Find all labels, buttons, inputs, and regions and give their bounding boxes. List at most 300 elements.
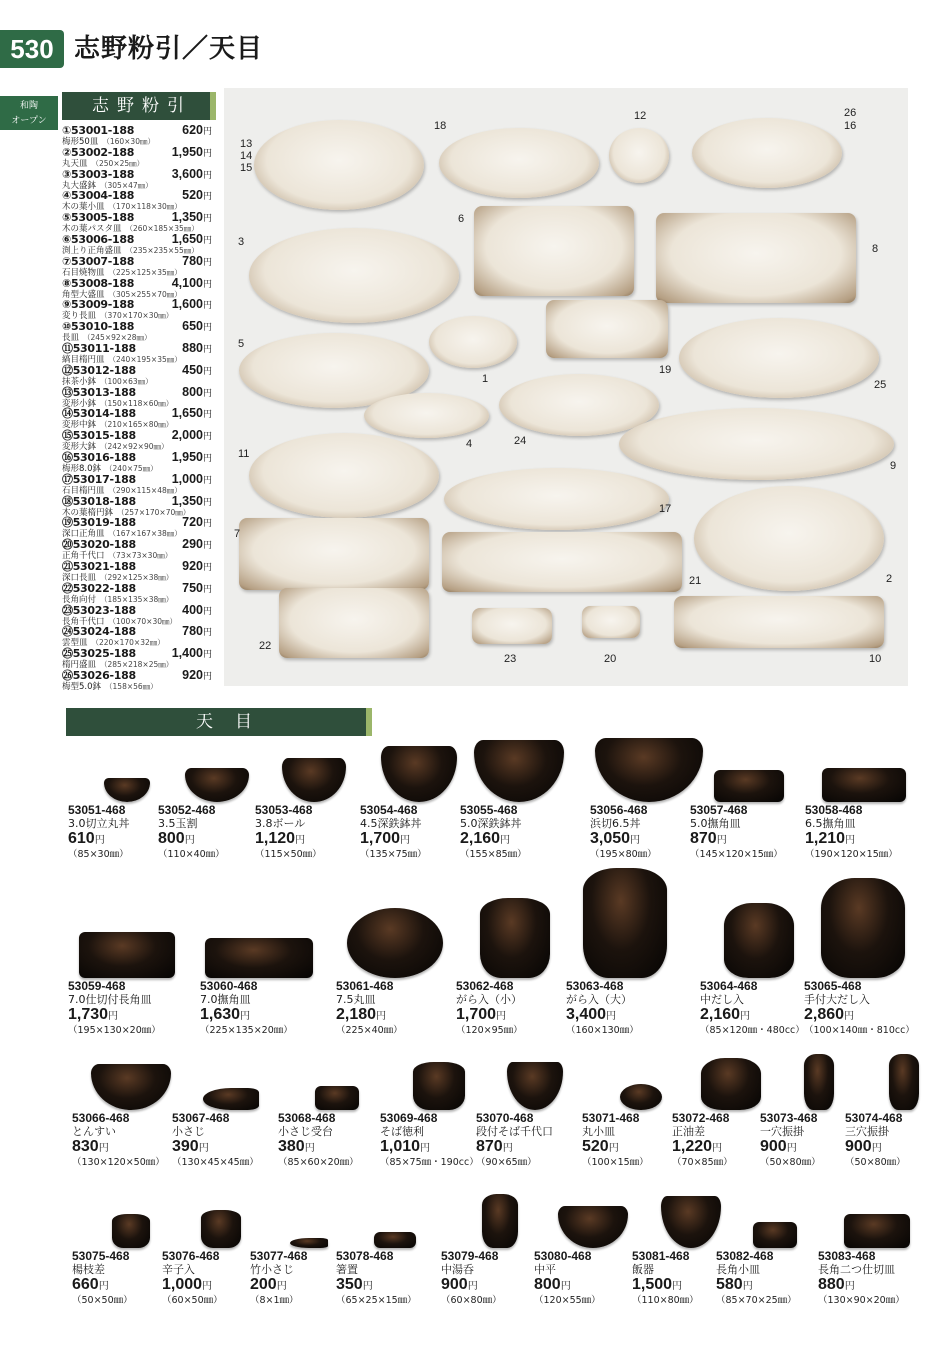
product-size: （160×130㎜） xyxy=(566,1025,639,1036)
product-card xyxy=(700,898,818,1036)
shino-list-item xyxy=(62,233,212,255)
product-photo xyxy=(278,1040,396,1110)
yen-unit: 円 xyxy=(202,431,212,442)
photo-number-label: 5 xyxy=(238,338,245,350)
shino-item-detail xyxy=(62,290,212,299)
yen-unit: 円 xyxy=(740,1011,751,1022)
yen-unit: 円 xyxy=(376,1011,387,1022)
shino-list-item xyxy=(62,320,212,342)
shino-list-item xyxy=(62,124,212,146)
product-size: （73×73×30㎜） xyxy=(108,551,173,560)
product-size: （158×56㎜） xyxy=(105,681,158,691)
product-card xyxy=(690,732,808,860)
product-name: 5.0撫角皿 xyxy=(690,817,741,830)
shino-item-detail xyxy=(62,551,212,560)
product-photo xyxy=(68,898,186,978)
tenmoku-ware xyxy=(374,1232,416,1248)
yen-unit: 円 xyxy=(672,1281,683,1292)
shino-item-header xyxy=(62,669,212,682)
yen-unit: 円 xyxy=(202,387,212,398)
product-name: 7.5丸皿 xyxy=(336,993,376,1006)
shino-item-detail xyxy=(62,333,212,342)
shino-dish xyxy=(442,532,682,592)
photo-number-label: 19 xyxy=(659,364,672,376)
product-price: 1,600円 xyxy=(171,298,212,312)
product-code: 53065-468 xyxy=(804,979,862,993)
product-code: 53062-468 xyxy=(456,979,514,993)
product-name: 中だし入 xyxy=(700,993,744,1006)
product-code: 53066-468 xyxy=(72,1111,130,1125)
product-price: 520円 xyxy=(182,189,212,203)
yen-unit: 円 xyxy=(467,1281,478,1292)
shino-item-header xyxy=(62,211,212,224)
product-price: 3,600円 xyxy=(171,167,212,181)
yen-unit: 円 xyxy=(202,147,212,158)
product-code: 53072-468 xyxy=(672,1111,730,1125)
product-price: 1,650円 xyxy=(171,407,212,421)
product-price: 1,210円 xyxy=(805,830,856,847)
product-name: 4.5深鉄鉢丼 xyxy=(360,817,422,830)
product-code: 53079-468 xyxy=(441,1249,499,1263)
tenmoku-ware xyxy=(201,1210,241,1248)
product-name: 長角小皿 xyxy=(716,1263,760,1276)
product-code: 53052-468 xyxy=(158,803,216,817)
product-price: 1,120円 xyxy=(255,830,306,847)
product-name: 梅型5.0鉢 xyxy=(62,681,102,691)
product-size: （65×25×15㎜） xyxy=(336,1295,417,1306)
photo-number-label: 13 xyxy=(240,138,253,150)
photo-number-label: 15 xyxy=(240,162,253,174)
product-name: 三穴振掛 xyxy=(845,1125,889,1138)
yen-unit: 円 xyxy=(276,1281,287,1292)
yen-unit: 円 xyxy=(742,1281,753,1292)
product-photo xyxy=(456,898,574,978)
product-size: （100×63㎜） xyxy=(100,376,153,386)
product-card xyxy=(804,898,922,1036)
category-tag-line2: オープン xyxy=(11,116,47,126)
product-price: 800円 xyxy=(158,830,195,847)
yen-unit: 円 xyxy=(400,835,411,846)
product-photo xyxy=(336,898,454,978)
product-size: （290×115×48㎜） xyxy=(108,485,182,495)
product-size: （60×80㎜） xyxy=(441,1295,502,1306)
tenmoku-ware xyxy=(315,1086,359,1110)
product-price: 1,350円 xyxy=(171,211,212,225)
product-name: 木の葉楕円鉢 xyxy=(62,507,114,517)
product-name: 変形大鉢 xyxy=(62,442,97,451)
product-price: 800円 xyxy=(182,385,212,399)
photo-number-label: 6 xyxy=(458,213,465,225)
shino-item-header xyxy=(62,429,212,442)
product-price: 1,650円 xyxy=(171,232,212,246)
product-code: 53083-468 xyxy=(818,1249,876,1263)
product-price: 920円 xyxy=(182,559,212,573)
product-size: （240×75㎜） xyxy=(105,463,158,473)
shino-item-header xyxy=(62,189,212,202)
shino-dish xyxy=(249,228,459,323)
product-card xyxy=(278,1040,396,1168)
product-size: （130×45×45㎜） xyxy=(172,1157,259,1168)
product-name: 梅形8.0鉢 xyxy=(62,463,102,473)
yen-unit: 円 xyxy=(295,835,306,846)
product-code: ⑲53019-188 xyxy=(62,516,136,530)
product-name: 中平 xyxy=(534,1263,556,1276)
product-price: 1,950円 xyxy=(171,450,212,464)
product-code: 53073-468 xyxy=(760,1111,818,1125)
product-photo xyxy=(700,898,818,978)
product-name: 変形中鉢 xyxy=(62,420,97,430)
product-name: 抹茶小鉢 xyxy=(62,376,97,386)
tenmoku-ware xyxy=(347,908,443,978)
product-code: 53059-468 xyxy=(68,979,126,993)
tenmoku-ware xyxy=(804,1054,834,1110)
shino-list-item xyxy=(62,604,212,626)
product-size: （120×55㎜） xyxy=(534,1295,601,1306)
product-code: 53060-468 xyxy=(200,979,258,993)
product-name: 丸大盛鉢 xyxy=(62,180,97,190)
tenmoku-ware xyxy=(203,1088,259,1110)
product-code: 53068-468 xyxy=(278,1111,336,1125)
product-size: （160×30㎜） xyxy=(102,137,155,146)
shino-list-item xyxy=(62,560,212,582)
shino-dish xyxy=(694,486,884,591)
shino-item-detail xyxy=(62,246,212,255)
yen-unit: 円 xyxy=(202,409,212,420)
photo-number-label: 9 xyxy=(890,460,897,472)
product-price: 620円 xyxy=(182,124,212,137)
product-size: （167×167×38㎜） xyxy=(108,529,182,539)
product-name: 7.0撫角皿 xyxy=(200,993,251,1006)
product-size: （50×80㎜） xyxy=(760,1157,821,1168)
yen-unit: 円 xyxy=(362,1281,373,1292)
tenmoku-ware xyxy=(558,1206,628,1248)
tenmoku-ware xyxy=(844,1214,910,1248)
product-code: ㉔53024-188 xyxy=(62,625,136,639)
yen-unit: 円 xyxy=(202,649,212,660)
shino-list-item xyxy=(62,669,212,691)
page-number: 530 xyxy=(0,30,64,68)
product-code: 53058-468 xyxy=(805,803,863,817)
product-size: （195×80㎜） xyxy=(590,849,657,860)
tenmoku-ware xyxy=(79,932,175,978)
tenmoku-ware xyxy=(112,1214,150,1248)
shino-item-detail xyxy=(62,617,212,626)
product-card xyxy=(200,898,318,1036)
yen-unit: 円 xyxy=(202,670,212,681)
product-price: 1,700円 xyxy=(456,1006,507,1023)
page-title: 志野粉引／天目 xyxy=(74,34,264,64)
yen-unit: 円 xyxy=(202,278,212,289)
shino-item-header xyxy=(62,277,212,290)
product-name: 3.0切立丸丼 xyxy=(68,817,130,830)
product-photo xyxy=(818,1178,936,1248)
product-price: 880円 xyxy=(818,1276,855,1293)
product-card xyxy=(566,898,684,1036)
yen-unit: 円 xyxy=(844,1011,855,1022)
product-name: 深口長皿 xyxy=(62,572,97,582)
photo-number-label: 1 xyxy=(482,373,489,385)
yen-unit: 円 xyxy=(108,1011,119,1022)
product-code: ⑨53009-188 xyxy=(62,298,135,312)
yen-unit: 円 xyxy=(202,213,212,224)
product-code: ⑧53008-188 xyxy=(62,276,135,290)
tenmoku-ware xyxy=(724,903,794,978)
product-name: 楕円盛皿 xyxy=(62,660,97,669)
shino-item-header xyxy=(62,495,212,508)
photo-number-label: 12 xyxy=(634,110,647,122)
shino-dish xyxy=(609,128,669,183)
product-size: （242×92×90㎜） xyxy=(100,442,169,451)
product-card xyxy=(172,1040,290,1168)
category-tag-line1: 和陶 xyxy=(19,101,38,111)
product-name: 浜切6.5丼 xyxy=(590,817,641,830)
product-code: ③53003-188 xyxy=(62,167,135,181)
product-size: （130×90×20㎜） xyxy=(818,1295,905,1306)
shino-dish xyxy=(364,393,489,438)
shino-list-item xyxy=(62,495,212,517)
yen-unit: 円 xyxy=(98,1143,109,1154)
product-size: （110×80㎜） xyxy=(632,1295,699,1306)
shino-item-header xyxy=(62,255,212,268)
product-card xyxy=(818,1178,936,1306)
yen-unit: 円 xyxy=(502,1143,513,1154)
photo-number-label: 23 xyxy=(504,653,517,665)
product-size: （85×60×20㎜） xyxy=(278,1157,359,1168)
product-code: 53056-468 xyxy=(590,803,648,817)
product-size: （245×92×28㎜） xyxy=(83,333,152,342)
yen-unit: 円 xyxy=(202,1281,213,1292)
product-size: （370×170×30㎜） xyxy=(100,311,174,321)
product-card xyxy=(68,898,186,1036)
shino-item-detail xyxy=(62,595,212,604)
product-size: （70×85㎜） xyxy=(672,1157,733,1168)
product-name: がら入（小） xyxy=(456,993,522,1006)
yen-unit: 円 xyxy=(786,1143,797,1154)
product-size: （115×50㎜） xyxy=(255,849,322,860)
photo-number-label: 10 xyxy=(869,653,882,665)
product-card xyxy=(456,898,574,1036)
yen-unit: 円 xyxy=(202,627,212,638)
product-card xyxy=(845,1040,942,1168)
product-name: 飯器 xyxy=(632,1263,654,1276)
shino-list-item xyxy=(62,211,212,233)
product-size: （250×25㎜） xyxy=(91,158,145,168)
product-price: 1,000円 xyxy=(171,472,212,486)
product-price: 660円 xyxy=(72,1276,109,1293)
product-photo xyxy=(804,898,922,978)
product-code: 53053-468 xyxy=(255,803,313,817)
product-price: 2,160円 xyxy=(700,1006,751,1023)
product-size: （100×70×30㎜） xyxy=(108,616,177,626)
yen-unit: 円 xyxy=(202,234,212,245)
product-name: 6.5撫角皿 xyxy=(805,817,856,830)
product-code: ①53001-188 xyxy=(62,124,135,137)
yen-unit: 円 xyxy=(844,1281,855,1292)
shino-list-item xyxy=(62,407,212,429)
product-code: ⑯53016-188 xyxy=(62,450,136,464)
shino-price-list xyxy=(62,124,212,691)
product-name: 変り長皿 xyxy=(62,311,97,321)
shino-item-detail xyxy=(62,137,212,146)
photo-number-label: 2 xyxy=(886,573,893,585)
product-price: 2,180円 xyxy=(336,1006,387,1023)
product-name: 中湯呑 xyxy=(441,1263,474,1276)
shino-list-item xyxy=(62,168,212,190)
shino-dish xyxy=(692,118,842,188)
product-name: 丸天皿 xyxy=(62,158,88,168)
product-code: 53057-468 xyxy=(690,803,748,817)
product-price: 920円 xyxy=(182,668,212,682)
photo-number-label: 26 xyxy=(844,107,857,119)
shino-dish xyxy=(279,588,429,658)
product-name: 石目焼物皿 xyxy=(62,267,105,277)
shino-dish xyxy=(239,518,429,590)
yen-unit: 円 xyxy=(712,1143,723,1154)
shino-item-detail xyxy=(62,529,212,538)
product-size: （190×120×15㎜） xyxy=(805,849,898,860)
product-price: 380円 xyxy=(278,1138,315,1155)
product-price: 3,400円 xyxy=(566,1006,617,1023)
product-name: 長角千代口 xyxy=(62,616,105,626)
product-code: 53063-468 xyxy=(566,979,624,993)
product-price: 400円 xyxy=(182,603,212,617)
product-size: （90×65㎜） xyxy=(476,1157,537,1168)
product-size: （210×165×80㎜） xyxy=(100,420,174,430)
tenmoku-ware xyxy=(482,1194,518,1248)
yen-unit: 円 xyxy=(202,583,212,594)
shino-item-header xyxy=(62,233,212,246)
product-size: （85×70×25㎜） xyxy=(716,1295,797,1306)
photo-number-label: 4 xyxy=(466,438,473,450)
photo-number-label: 8 xyxy=(872,243,879,255)
yen-unit: 円 xyxy=(202,540,212,551)
product-price: 520円 xyxy=(582,1138,619,1155)
product-size: （85×75㎜・190cc） xyxy=(380,1157,479,1168)
shino-item-header xyxy=(62,124,212,137)
product-code: ⑭53014-188 xyxy=(62,407,136,421)
yen-unit: 円 xyxy=(98,1281,109,1292)
product-size: （257×170×70㎜） xyxy=(117,507,191,517)
tenmoku-ware xyxy=(821,878,905,978)
product-price: 1,730円 xyxy=(68,1006,119,1023)
photo-number-label: 17 xyxy=(659,503,672,515)
yen-unit: 円 xyxy=(420,1143,431,1154)
product-code: ㉒53022-188 xyxy=(62,581,136,595)
shino-item-header xyxy=(62,386,212,399)
product-price: 450円 xyxy=(182,363,212,377)
shino-item-header xyxy=(62,364,212,377)
tenmoku-ware xyxy=(282,758,346,802)
photo-number-label: 22 xyxy=(259,640,272,652)
product-name: 角型大盛皿 xyxy=(62,289,105,299)
shino-item-detail xyxy=(62,660,212,669)
yen-unit: 円 xyxy=(202,605,212,616)
product-name: とんすい xyxy=(72,1125,116,1138)
shino-item-detail xyxy=(62,486,212,495)
category-tag xyxy=(0,96,58,130)
product-photo xyxy=(476,1040,594,1110)
product-code: ⑬53013-188 xyxy=(62,385,136,399)
product-card xyxy=(716,1178,834,1306)
product-code: ⑰53017-188 xyxy=(62,472,136,486)
product-price: 200円 xyxy=(250,1276,287,1293)
shino-item-detail xyxy=(62,377,212,386)
product-size: （145×120×15㎜） xyxy=(690,849,783,860)
shino-item-header xyxy=(62,582,212,595)
product-size: （135×75㎜） xyxy=(360,849,427,860)
yen-unit: 円 xyxy=(240,1011,251,1022)
photo-number-label: 16 xyxy=(844,120,857,132)
product-card xyxy=(476,1040,594,1168)
product-photo xyxy=(200,898,318,978)
shino-item-detail xyxy=(62,268,212,277)
yen-unit: 円 xyxy=(845,835,856,846)
shino-dish xyxy=(249,433,439,518)
product-name: 丸小皿 xyxy=(582,1125,615,1138)
yen-unit: 円 xyxy=(716,835,727,846)
yen-unit: 円 xyxy=(496,1011,507,1022)
product-size: （8×1㎜） xyxy=(250,1295,299,1306)
shino-item-header xyxy=(62,625,212,638)
yen-unit: 円 xyxy=(202,496,212,507)
shino-item-header xyxy=(62,473,212,486)
product-size: （292×125×38㎜） xyxy=(100,572,174,582)
product-size: （220×170×32㎜） xyxy=(91,638,165,648)
tenmoku-ware xyxy=(595,738,703,802)
product-price: 900円 xyxy=(441,1276,478,1293)
yen-unit: 円 xyxy=(94,835,105,846)
shino-item-header xyxy=(62,168,212,181)
product-size: （225×135×20㎜） xyxy=(200,1025,293,1036)
photo-number-label: 3 xyxy=(238,236,245,248)
tenmoku-ware xyxy=(583,868,667,978)
tenmoku-ware xyxy=(661,1196,721,1248)
product-price: 720円 xyxy=(182,516,212,530)
product-price: 870円 xyxy=(690,830,727,847)
product-price: 800円 xyxy=(534,1276,571,1293)
product-name: 楊枝差 xyxy=(72,1263,105,1276)
shino-item-header xyxy=(62,538,212,551)
product-name: 縞目楕円皿 xyxy=(62,354,105,364)
product-photo xyxy=(255,732,373,802)
product-size: （85×120㎜・480cc） xyxy=(700,1025,805,1036)
product-name: 5.0深鉄鉢丼 xyxy=(460,817,522,830)
photo-number-label: 11 xyxy=(238,448,250,460)
product-photo xyxy=(460,732,578,802)
product-code: 53071-468 xyxy=(582,1111,640,1125)
shino-item-detail xyxy=(62,573,212,582)
tenmoku-ware xyxy=(474,740,564,802)
product-size: （130×120×50㎜） xyxy=(72,1157,165,1168)
product-size: （305×255×70㎜） xyxy=(108,289,182,299)
product-price: 1,350円 xyxy=(171,494,212,508)
yen-unit: 円 xyxy=(184,835,195,846)
shino-list-item xyxy=(62,189,212,211)
tenmoku-ware xyxy=(290,1238,328,1248)
product-size: （150×118×60㎜） xyxy=(100,398,174,408)
photo-number-label: 14 xyxy=(240,150,253,162)
product-price: 1,000円 xyxy=(162,1276,213,1293)
product-name: 長皿 xyxy=(62,333,80,342)
product-name: 変形小鉢 xyxy=(62,398,97,408)
product-code: 53055-468 xyxy=(460,803,518,817)
product-photo xyxy=(845,1040,942,1110)
product-card xyxy=(336,898,454,1036)
product-size: （100×140㎜・810cc） xyxy=(804,1025,915,1036)
product-code: 53061-468 xyxy=(336,979,394,993)
shino-list-item xyxy=(62,364,212,386)
product-price: 1,500円 xyxy=(632,1276,683,1293)
